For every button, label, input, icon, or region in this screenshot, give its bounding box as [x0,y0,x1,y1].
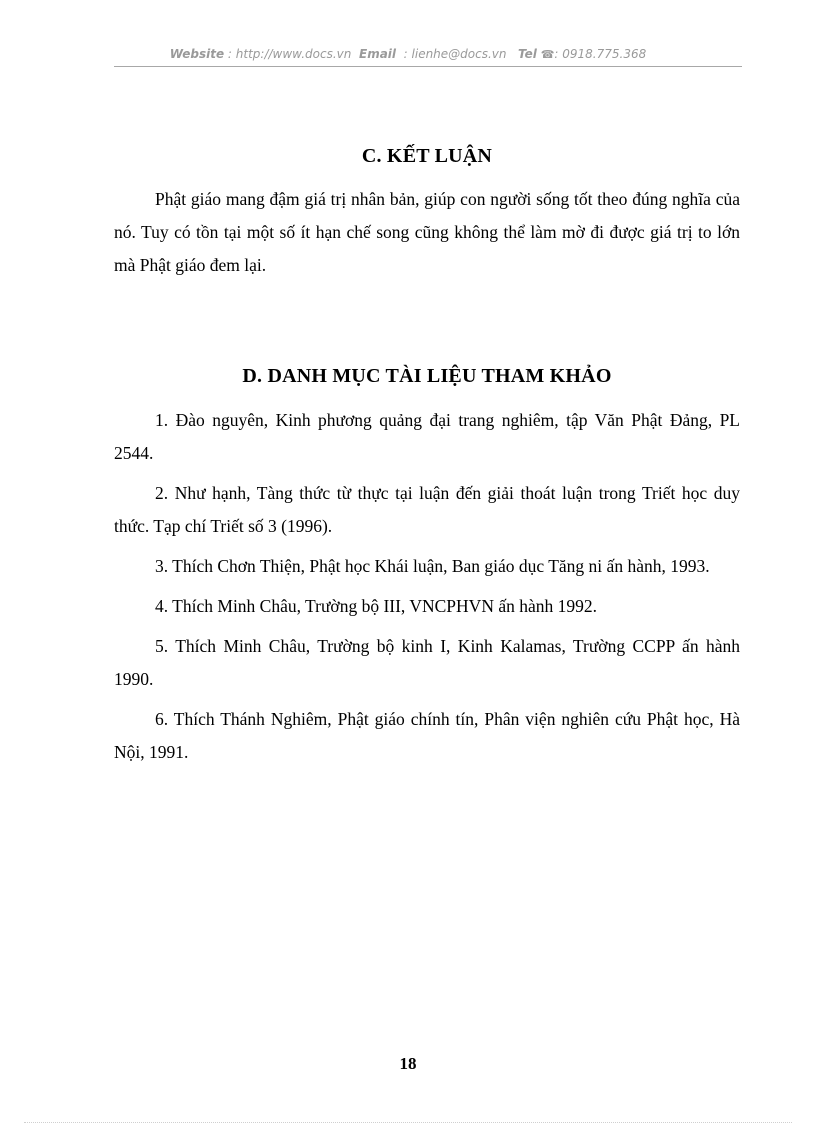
reference-item: 2. Như hạnh, Tàng thức từ thực tại luận đến giải thoát luận trong Triết học duy thức. Tạp chí Triết số 3 (1996). [114,483,740,536]
page-header [0,47,816,61]
reference-item: 4. Thích Minh Châu, Trường bộ III, VNCPHVN ấn hành 1992. [155,596,597,616]
page-number: 18 [399,1054,417,1073]
conclusion-heading: C. KẾT LUẬN [361,145,493,167]
reference-item: 5. Thích Minh Châu, Trường bộ kinh I, Kinh Kalamas, Trường CCPP ấn hành 1990. [114,636,740,689]
header-divider [114,66,742,67]
email-value: : lienhe@docs.vn [403,47,507,61]
website-label: Website [169,47,225,61]
reference-item: 6. Thích Thánh Nghiêm, Phật giáo chính tín, Phân viện nghiên cứu Phật học, Hà Nội, 1991. [114,709,740,762]
tel-value: : 0918.775.368 [554,47,647,61]
references-heading: D. DANH MỤC TÀI LIỆU THAM KHẢO [242,365,612,387]
tel-label: Tel [517,47,537,61]
conclusion-paragraph: Phật giáo mang đậm giá trị nhân bản, giúp con người sống tốt theo đúng nghĩa của nó. Tuy có tồn tại một số ít hạn chế song cũng không thể làm mờ đi được giá trị to lớn mà Phật giáo đem lại. [114,189,740,275]
phone-icon: ☎ [540,48,555,61]
reference-item: 1. Đào nguyên, Kinh phương quảng đại trang nghiêm, tập Văn Phật Đảng, PL 2544. [114,410,740,463]
email-label: Email [359,47,397,61]
reference-item: 3. Thích Chơn Thiện, Phật học Khái luận, Ban giáo dục Tăng ni ấn hành, 1993. [155,556,710,576]
reference-list [114,404,740,776]
website-value: : http://www.docs.vn [227,47,352,61]
